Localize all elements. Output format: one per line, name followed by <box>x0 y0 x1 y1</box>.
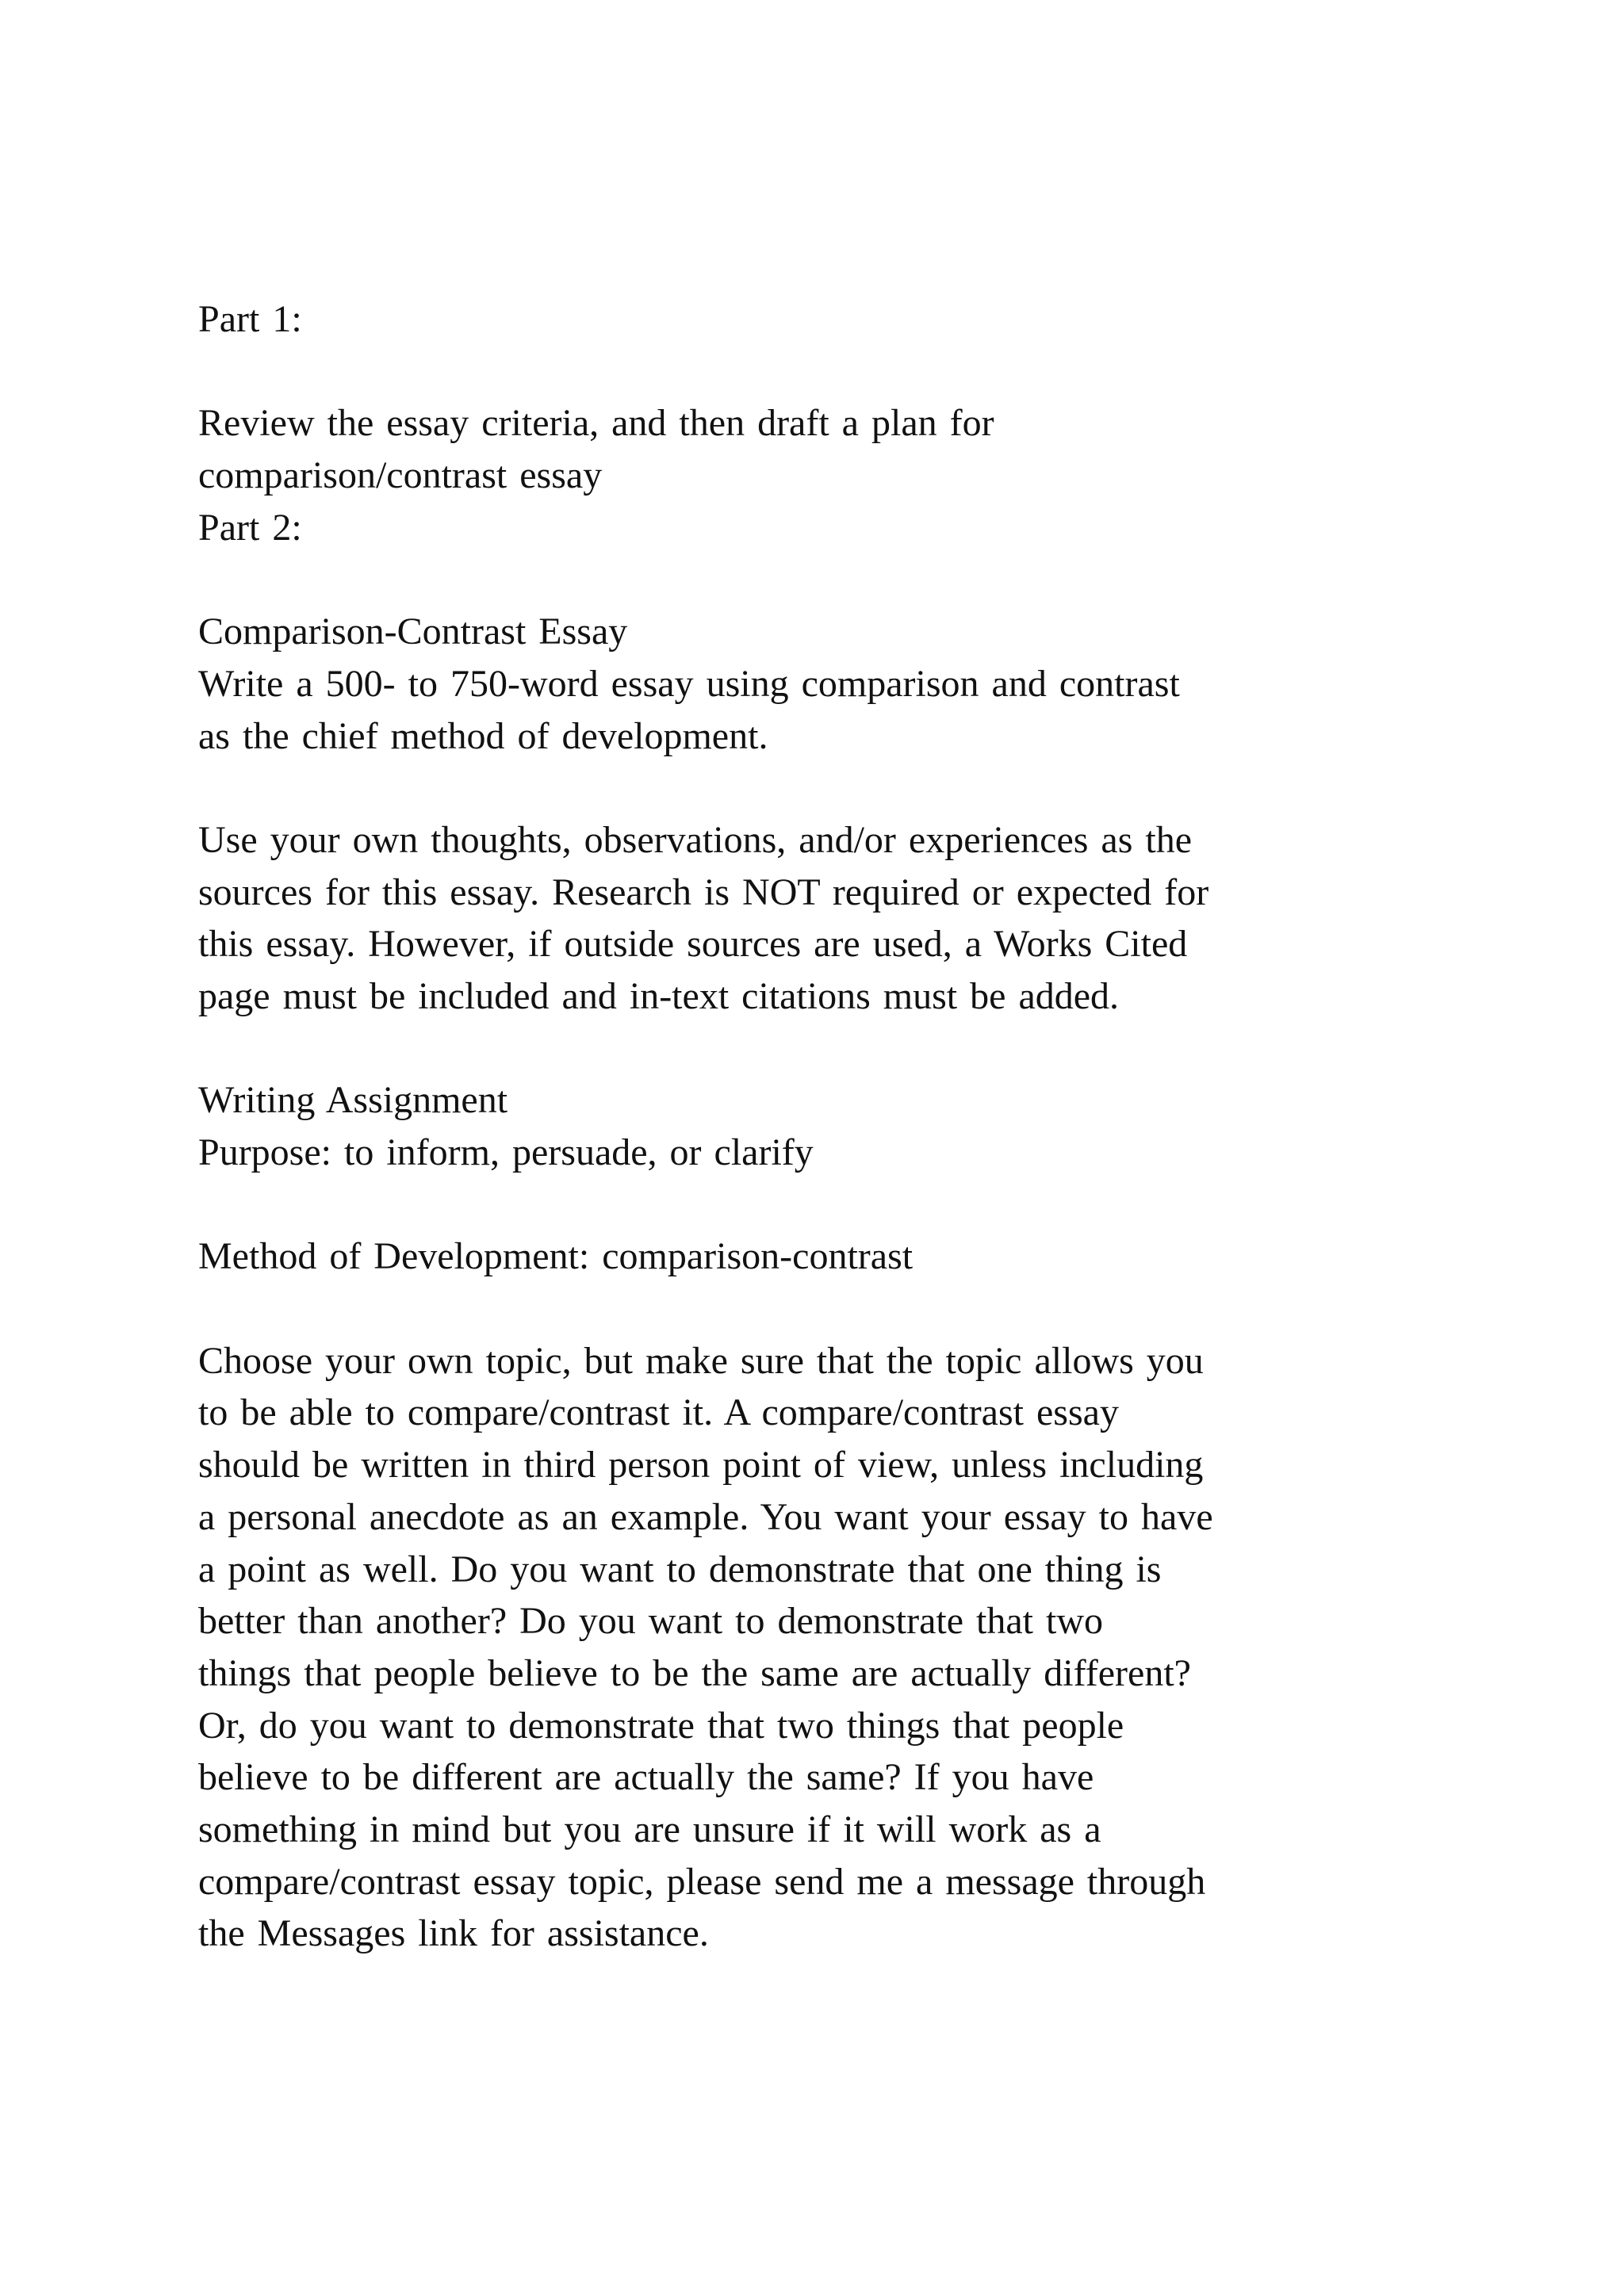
text-line: a point as well. Do you want to demonstrate that one thing is <box>198 1548 1162 1590</box>
text-line: as the chief method of development. <box>198 714 768 757</box>
writing-assignment-heading: Writing Assignment <box>198 1079 508 1122</box>
text-line: the Messages link for assistance. <box>198 1912 709 1955</box>
text-line: this essay. However, if outside sources are used, a Works Cited <box>198 923 1188 966</box>
text-line: something in mind but you are unsure if it will work as a <box>198 1808 1101 1850</box>
blank-line <box>198 553 1515 606</box>
text-line: believe to be different are actually the same? If you have <box>198 1756 1094 1799</box>
text-line: Write a 500- to 750-word essay using comparison and contrast <box>198 662 1180 705</box>
blank-line <box>198 1023 1515 1075</box>
text-line: Use your own thoughts, observations, and/or experiences as the <box>198 818 1193 861</box>
heading-part-2: Part 2: <box>198 506 302 549</box>
text-line: a personal anecdote as an example. You want your essay to have <box>198 1495 1213 1538</box>
text-line: to be able to compare/contrast it. A compare/contrast essay <box>198 1391 1119 1434</box>
document-body <box>198 293 1515 1960</box>
essay-title: Comparison-Contrast Essay <box>198 610 628 653</box>
text-line: comparison/contrast essay <box>198 454 603 497</box>
blank-line <box>198 1179 1515 1231</box>
purpose-line: Purpose: to inform, persuade, or clarify <box>198 1131 814 1173</box>
text-line: Choose your own topic, but make sure that the topic allows you <box>198 1339 1204 1382</box>
blank-line <box>198 346 1515 398</box>
blank-line <box>198 1283 1515 1335</box>
text-line: better than another? Do you want to demonstrate that two <box>198 1600 1104 1643</box>
text-line: Or, do you want to demonstrate that two things that people <box>198 1704 1124 1747</box>
heading-part-1: Part 1: <box>198 298 302 340</box>
text-line: sources for this essay. Research is NOT required or expected for <box>198 871 1209 913</box>
blank-line <box>198 762 1515 814</box>
method-line: Method of Development: comparison-contrast <box>198 1235 914 1278</box>
text-line: should be written in third person point of view, unless including <box>198 1444 1204 1487</box>
text-line: Review the essay criteria, and then draft a plan for <box>198 402 994 445</box>
text-line: things that people believe to be the same are actually different? <box>198 1651 1191 1694</box>
text-line: compare/contrast essay topic, please send me a message through <box>198 1860 1206 1903</box>
text-line: page must be included and in-text citations must be added. <box>198 974 1120 1017</box>
